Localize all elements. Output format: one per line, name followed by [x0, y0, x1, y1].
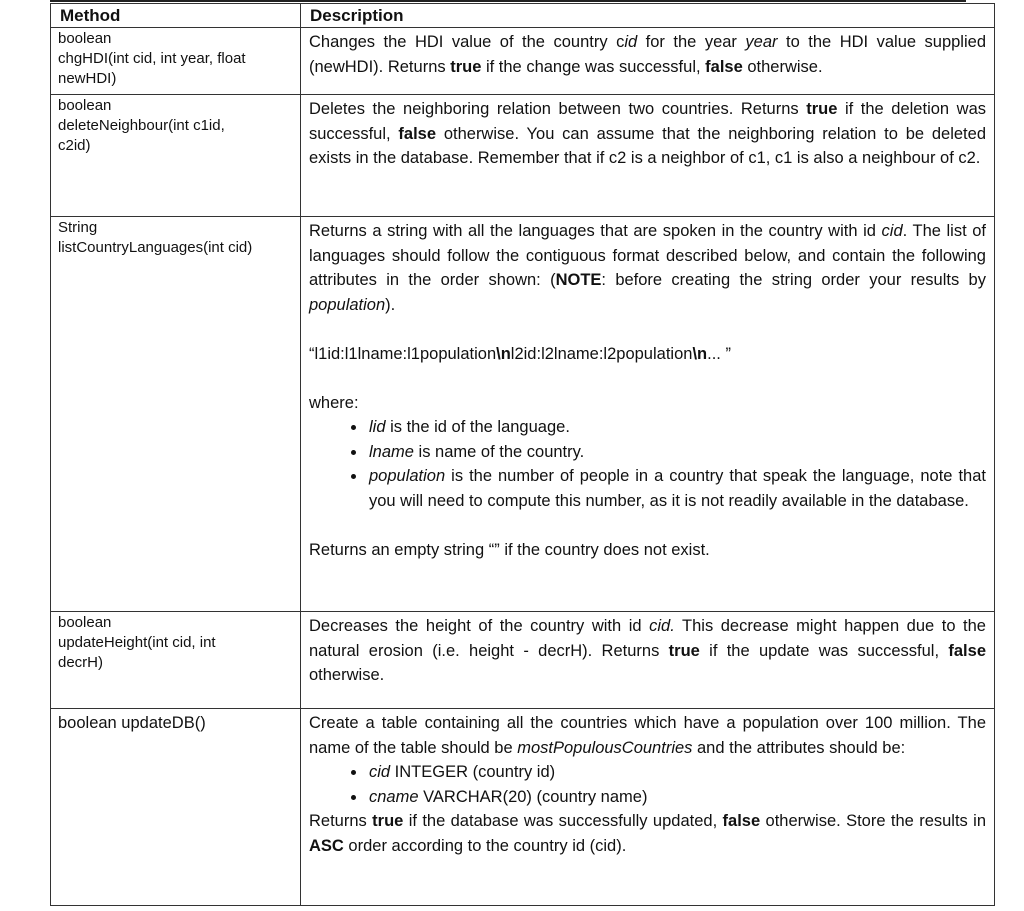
- table-row: [51, 95, 995, 217]
- table-row: [51, 612, 995, 709]
- list-item: • lid is the id of the language.: [367, 415, 986, 440]
- list-item: • cname VARCHAR(20) (country name): [367, 785, 986, 810]
- table-row: [51, 28, 995, 95]
- method-cell: [51, 28, 301, 95]
- description-cell: Create a table containing all the countries which have a population over 100 million. The name of the table should be mostPopulousCountries and the attributes should be: • cid INTEGER (country id) • cname VARCHAR(20) (country name) Returns true if the database was successfully updated, false otherwise. Store the results in ASC order according to the country id (cid).: [301, 709, 995, 906]
- return-type: boolean: [58, 614, 112, 631]
- list-item: • population is the number of people in a country that speak the language, note that you will need to compute this number, as it is not readily available in the database.: [367, 464, 986, 513]
- method-signature: c2id): [58, 137, 91, 154]
- description-cell: Changes the HDI value of the country cid for the year year to the HDI value supplied (newHDI). Returns true if the change was successful, false otherwise.: [301, 28, 995, 95]
- method-cell: [51, 217, 301, 612]
- return-type: String: [58, 219, 98, 236]
- method-cell: [51, 709, 301, 906]
- return-type: boolean: [58, 97, 112, 114]
- method-signature: updateHeight(int cid, int: [58, 634, 216, 651]
- return-type: boolean: [58, 30, 112, 47]
- description-cell: Decreases the height of the country with id cid. This decrease might happen due to the natural erosion (i.e. height - decrH). Returns true if the update was successful, false otherwise.: [301, 612, 995, 709]
- bullet-list: [309, 760, 986, 809]
- header-row: [51, 4, 995, 28]
- method-header: Method: [51, 4, 301, 28]
- table-row: [51, 217, 995, 612]
- method-signature: newHDI): [58, 70, 117, 87]
- method-signature: deleteNeighbour(int c1id,: [58, 117, 225, 134]
- table-row: [51, 709, 995, 906]
- method-signature: chgHDI(int cid, int year, float: [58, 50, 246, 67]
- list-item: • lname is name of the country.: [367, 440, 986, 465]
- methods-table: [50, 3, 995, 906]
- top-rule: [50, 0, 966, 2]
- description-cell: Returns a string with all the languages that are spoken in the country with id cid. The list of languages should follow the contiguous format described below, and contain the following attributes in the order shown: (NOTE: before creating the string order your results by population). “l1id:l1lname:l1population\nl2id:l2lname:l2population\n... ” where: • lid is the id of the language. • lname is name of the country. • population is the number of people in a country that speak the language, note that you will need to compute this number, as it is not readily available in the database. Returns an empty string “” if the country does not exist.: [301, 217, 995, 612]
- description-cell: Deletes the neighboring relation between two countries. Returns true if the deletion was successful, false otherwise. You can assume that the neighboring relation to be deleted exists in the database. Remember that if c2 is a neighbor of c1, c1 is also a neighbour of c2.: [301, 95, 995, 217]
- method-cell: [51, 95, 301, 217]
- description-header: Description: [301, 4, 995, 28]
- method-signature: listCountryLanguages(int cid): [58, 239, 253, 256]
- bullet-list: [309, 415, 986, 513]
- format-string: “l1id:l1lname:l1population\nl2id:l2lname:l2population\n... ”: [309, 344, 731, 363]
- method-cell: [51, 612, 301, 709]
- method-signature: decrH): [58, 654, 104, 671]
- list-item: • cid INTEGER (country id): [367, 760, 986, 785]
- method-signature: boolean updateDB(): [58, 714, 206, 732]
